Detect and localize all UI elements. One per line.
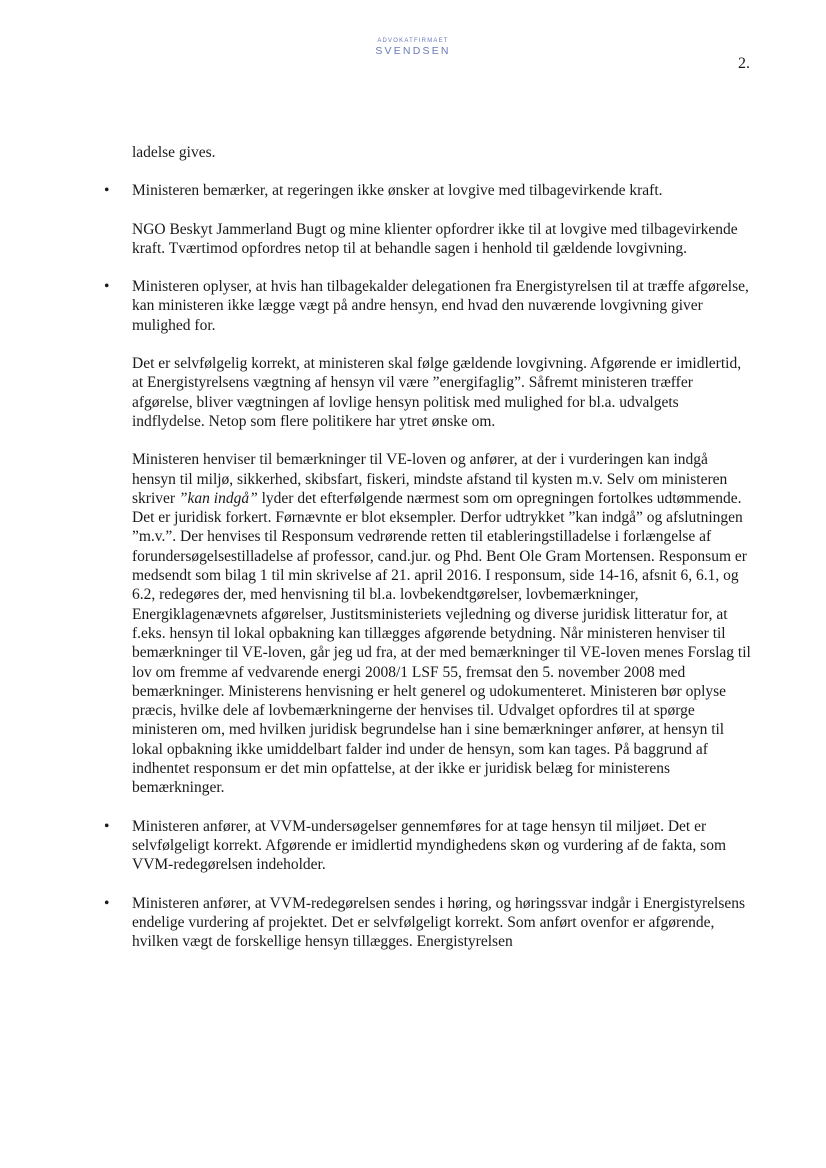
document-body (104, 143, 752, 951)
bullet-icon: • (104, 182, 110, 200)
letterhead-logo (0, 37, 826, 57)
bullet-icon: • (104, 278, 110, 296)
paragraph: NGO Beskyt Jammerland Bugt og mine klienter opfordrer ikke til at lovgive med tilbagevirkende kraft. Tværtimod opfordres netop til at behandle sagen i henhold til gældende lovgivning. (132, 220, 738, 257)
page-number: 2. (738, 55, 750, 72)
paragraph (132, 450, 752, 797)
paragraph-continuation: ladelse gives. (132, 144, 216, 161)
bullet-text: Ministeren oplyser, at hvis han tilbagekalder delegationen fra Energistyrelsen til at træffe afgørelse, kan ministeren ikke lægge vægt på andre hensyn, end hvad den nuværende lovgivning giver mulighed for. (132, 278, 749, 334)
paragraph: Det er selvfølgelig korrekt, at ministeren skal følge gældende lovgivning. Afgørende er imidlertid, at Energistyrelsens vægtning af hensyn vil være ”energifaglig”. Såfremt ministeren træffer afgørelse, bliver vægtningen af lovlige hensyn politisk med mulighed for bl.a. udvalgets indflydelse. Netop som flere politikere har ytret ønske om. (132, 355, 742, 430)
paragraph-emphasis: ”kan indgå” (178, 489, 258, 507)
bullet-item (104, 277, 752, 335)
paragraph-text: lyder det efterfølgende nærmest som om opregningen fortolkes udtømmende. Det er juridisk forkert. Førnævnte er blot eksempler. Derfor udtrykket ”kan indgå” og afslutningen ”m.v.”. Der henvises til Responsum vedrørende retten til etableringstilladelse i forlængelse af forundersøgelsestilladelse af professor, cand.jur. og Phd. Bent Ole Gram Mortensen. Responsum er medsendt som bilag 1 til min skrivelse af 21. april 2016. I responsum, side 14-16, afsnit 6, 6.1, og 6.2, redegøres der, med henvisning til bl.a. lovbekendtgørelser, lovbemærkninger, Energiklagenævnets afgørelser, Justitsministeriets vejledning og diverse juridisk litteratur for, at f.eks. hensyn til lokal opbakning kan tillægges afgørende betydning. Når ministeren henviser til bemærkninger til VE-loven, går jeg ud fra, at der med bemærkninger til VE-loven menes Forslag til lov om fremme af vedvarende energi 2008/1 LSF 55, fremsat den 5. november 2008 med bemærkninger. Ministerens henvisning er helt generel og udokumenteret. Ministeren bør oplyse præcis, hvilke dele af lovbemærkningerne der henvises til. Udvalget opfordres til at spørge ministeren om, med hvilken juridisk begrundelse han i sine bemærkninger anfører, at hensyn til lokal opbakning ikke umiddelbart falder ind under de hensyn, som kan tages. På baggrund af indhentet responsum er det min opfattelse, at der ikke er juridisk belæg for ministerens bemærkninger. (132, 489, 751, 797)
paragraph-text: Ministeren henviser til bemærkninger til VE-loven og anfører, at der i vurderingen kan indgå hensyn til miljø, sikkerhed, skibsfart, fiskeri, mindste afstand til kysten m.v. Selv om ministeren skriver (132, 451, 728, 507)
bullet-item (104, 817, 752, 875)
bullet-item (104, 181, 752, 200)
bullet-icon: • (104, 894, 110, 912)
bullet-text: Ministeren bemærker, at regeringen ikke ønsker at lovgive med tilbagevirkende kraft. (132, 182, 663, 200)
letterhead-firm-type: ADVOKATFIRMAET (377, 38, 449, 44)
bullet-text: Ministeren anfører, at VVM-undersøgelser gennemføres for at tage hensyn til miljøet. Det er selvfølgeligt korrekt. Afgørende er imidlertid myndighedens skøn og vurdering af de fakta, som VVM-redegørelsen indeholder. (132, 817, 727, 874)
bullet-text: Ministeren anfører, at VVM-redegørelsen sendes i høring, og høringssvar indgår i Energistyrelsens endelige vurdering af projektet. Det er selvfølgeligt korrekt. Som anført ovenfor er afgørende, hvilken vægt de forskellige hensyn tillægges. Energistyrelsen (132, 894, 746, 951)
bullet-item (104, 894, 752, 952)
bullet-icon: • (104, 817, 110, 835)
letterhead-firm-name: SVENDSEN (375, 45, 451, 57)
